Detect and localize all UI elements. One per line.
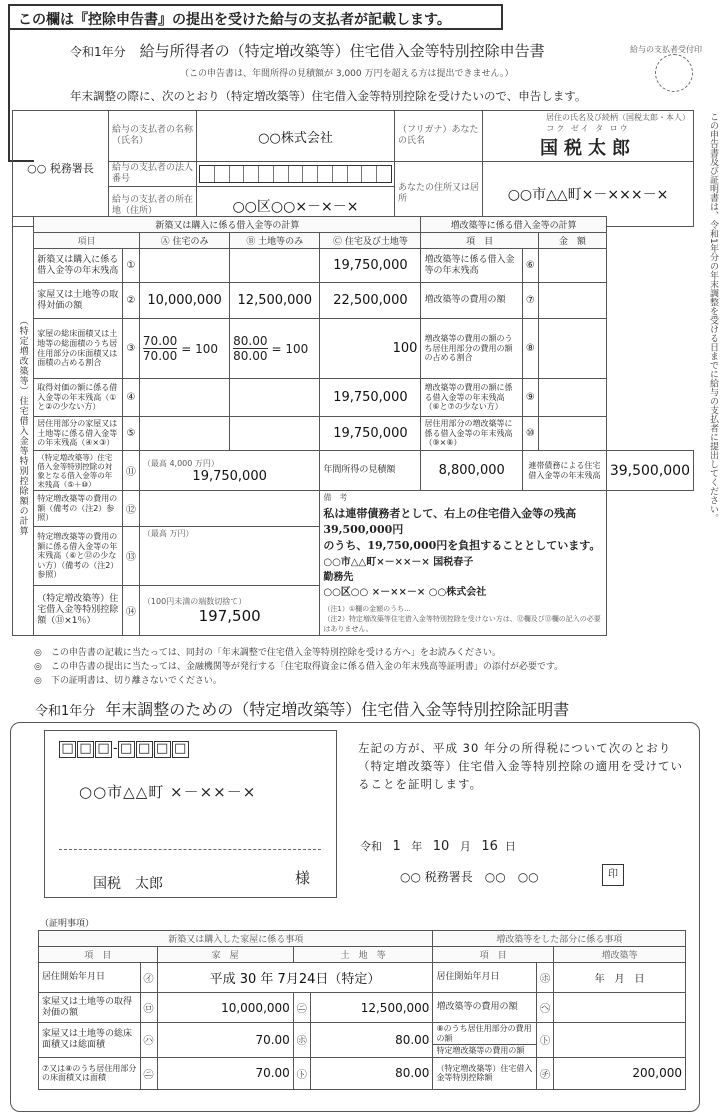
note-connector-line bbox=[8, 30, 10, 162]
cert-r3-b-label: ⑧のうち居住用部分の費用の額 bbox=[433, 1023, 536, 1045]
row14-note: （100円未満の端数切捨て） bbox=[142, 596, 247, 606]
row2-a[interactable]: 10,000,000 bbox=[139, 283, 229, 319]
form1-intro: 年末調整の際に、次のとおり（特定増改築等）住宅借入金等特別控除を受けたいので、申告します。 bbox=[70, 89, 587, 103]
cert-office-name: ○○ 税務署長 ○○ ○○ bbox=[400, 870, 539, 884]
b8-label: 増改築等の費用の額のうち居住用部分の費用の額の占める割合 bbox=[421, 319, 522, 379]
cert-r4-b-value[interactable]: 200,000 bbox=[554, 1057, 686, 1089]
receipt-seal-circle bbox=[655, 54, 693, 92]
col-amount: 金 額 bbox=[538, 233, 606, 249]
cert-sec-b: 増改築等をした部分に係る事項 bbox=[433, 931, 686, 947]
row12-label: 特定増改築等の費用の額（備考の（注2）参照） bbox=[34, 491, 123, 527]
cert-col-item: 項 目 bbox=[39, 947, 158, 963]
date-day-unit: 日 bbox=[504, 840, 516, 853]
row3-a-num: 70.00 bbox=[142, 334, 178, 348]
remarks-title: 備 考 bbox=[323, 493, 348, 502]
cert-r1-label: 居住開始年月日 bbox=[39, 963, 141, 993]
b8-value[interactable] bbox=[538, 319, 606, 379]
b7-value[interactable] bbox=[538, 283, 606, 319]
row14-value-cell[interactable] bbox=[139, 585, 319, 635]
row4-label: 取得対価の額に係る借入金等の年末残高（①と②の少ない方） bbox=[34, 379, 123, 417]
b10-value[interactable] bbox=[538, 417, 606, 451]
row2-c[interactable]: 22,500,000 bbox=[320, 283, 421, 319]
calc-vertical-title: （特定増改築等）住宅借入金等特別控除額の計算 bbox=[13, 217, 34, 636]
row13-label: 特定増改築等の費用の額に係る借入金等の年末残高（⑥と⑫の少ない方）（備考の（注2）参照） bbox=[34, 527, 123, 585]
side-note: この申告書及び証明書は、令和1年分の年末調整を受ける日までに給与の支払者に提出してください。 bbox=[708, 112, 718, 523]
tax-office: ○○ 税務署長 bbox=[13, 111, 109, 227]
cert-r1-b-label: 居住開始年月日 bbox=[433, 963, 537, 993]
row1-b[interactable] bbox=[230, 249, 320, 283]
row3-a-pct: = 100 bbox=[181, 341, 219, 356]
row2-label: 家屋又は土地等の取得対価の額 bbox=[34, 283, 123, 319]
row4-b[interactable] bbox=[230, 379, 320, 417]
col-b-item: 項 目 bbox=[421, 233, 538, 249]
cert-r4-house[interactable]: 70.00 bbox=[157, 1057, 293, 1089]
sec-a-header: 新築又は購入に係る借入金等の計算 bbox=[34, 217, 421, 233]
b7-label: 増改築等の費用の額 bbox=[421, 283, 522, 319]
cert-sec-a: 新築又は購入した家屋に係る事項 bbox=[39, 931, 433, 947]
row14-value: 197,500 bbox=[198, 606, 261, 625]
cert-r2-house[interactable]: 10,000,000 bbox=[157, 993, 293, 1023]
furigana-label: （フリガナ）あなたの氏名 bbox=[395, 111, 483, 162]
seal-glyph: 印 bbox=[602, 864, 624, 886]
mailing-honorific: 様 bbox=[295, 869, 311, 887]
remarks-box bbox=[320, 491, 606, 636]
cert-r3-b-labels bbox=[433, 1023, 537, 1058]
cert-r4-b-label: （特定増改築等）住宅借入金等特別控除額 bbox=[433, 1057, 537, 1089]
payer-number-field[interactable] bbox=[197, 162, 395, 187]
cert-items-label: （証明事項） bbox=[40, 919, 95, 929]
row1-label: 新築又は購入に係る借入金等の年末残高 bbox=[34, 249, 123, 283]
form1-subtitle: （この申告書は、年間所得の見積額が 3,000 万円を超える方は提出できません。） bbox=[180, 69, 514, 79]
row11-value: 19,750,000 bbox=[192, 468, 267, 484]
row5-a[interactable] bbox=[139, 417, 229, 451]
header-table bbox=[12, 110, 694, 227]
col-house: Ⓐ 住宅のみ bbox=[139, 233, 229, 249]
col-both: Ⓒ 住宅及び土地等 bbox=[320, 233, 421, 249]
cert-r1-b-value[interactable]: 年 月 日 bbox=[554, 963, 686, 993]
form2-year: 令和1年分 bbox=[35, 704, 96, 719]
bottom-note-2: ◎ この申告書の提出に当たっては、金融機関等が発行する「住宅取得資金に係る借入金の年末残高等証明書」の添付が必要です。 bbox=[34, 662, 564, 672]
row11-value-cell[interactable] bbox=[139, 451, 319, 491]
row1-c[interactable]: 19,750,000 bbox=[320, 249, 421, 283]
date-month-unit: 月 bbox=[459, 840, 471, 853]
fine-note1: （注1）①欄の金額のうち... bbox=[323, 605, 411, 613]
row3-label: 家屋の総床面積又は土地等の総面積のうち居住用部分の床面積又は面積の占める割合 bbox=[34, 319, 123, 379]
payer-number-label: 給与の支払者の法人番号 bbox=[109, 162, 197, 187]
row3-b-num: 80.00 bbox=[233, 334, 268, 348]
date-year: 1 bbox=[392, 839, 401, 854]
form1-title bbox=[70, 40, 545, 61]
address-label: あなたの住所又は居所 bbox=[395, 162, 483, 227]
row11-label: （特定増改築等）住宅借入金等特別控除の対象となる借入金等の年末残高（⑤＋⑩） bbox=[34, 451, 123, 491]
seal-label: 給与の支払者受付印 bbox=[630, 45, 702, 54]
mailing-address: ○○市△△町 ×－××－× bbox=[79, 783, 257, 801]
cert-r4-label: ⑦又は⑧のうち居住用部分の床面積又は面積 bbox=[39, 1057, 141, 1089]
cert-r3-land[interactable]: 80.00 bbox=[310, 1023, 433, 1058]
zip-code-boxes[interactable]: □ □ □ - □ □ □ □ bbox=[59, 741, 190, 758]
bottom-note-3: ◎ 下の証明書は、切り離さないでください。 bbox=[34, 676, 222, 686]
row3-a-den: 70.00 bbox=[142, 349, 178, 363]
row11-note: （最高 4,000 万円） bbox=[142, 458, 219, 468]
cert-r3-b2-label: 特定増改築等の費用の額 bbox=[436, 1046, 525, 1056]
certification-text: 左記の方が、平成 30 年分の所得税について次のとおり（特定増改築等）住宅借入金等特別控除の適用を受けていることを証明します。 bbox=[358, 741, 683, 791]
b6-label: 増改築等に係る借入金等の年末残高 bbox=[421, 249, 522, 283]
row3-c[interactable]: 100 bbox=[320, 319, 421, 379]
row3-a[interactable] bbox=[139, 319, 229, 379]
cert-r4-land[interactable]: 80.00 bbox=[310, 1057, 433, 1089]
b9-value[interactable] bbox=[538, 379, 606, 417]
furigana-field[interactable]: コク ゼイ タ ロウ bbox=[546, 124, 630, 133]
row4-a[interactable] bbox=[139, 379, 229, 417]
row3-b-pct: = 100 bbox=[271, 341, 309, 356]
owner-note: 居住の氏名及び続柄（国税太郎・本人） bbox=[546, 113, 690, 122]
cert-office bbox=[400, 868, 539, 885]
col-land: Ⓑ 土地等のみ bbox=[230, 233, 320, 249]
cert-r2-b-value[interactable] bbox=[554, 993, 686, 1023]
date-year-unit: 年 bbox=[411, 840, 423, 853]
row5-c[interactable]: 19,750,000 bbox=[320, 417, 421, 451]
address-field[interactable]: ○○市△△町×－×××－× bbox=[483, 162, 694, 227]
cert-r2-label: 家屋又は土地等の取得対価の額 bbox=[39, 993, 141, 1023]
sec-b-header: 増改築等に係る借入金等の計算 bbox=[421, 217, 606, 233]
cert-date bbox=[360, 838, 516, 854]
row3-b[interactable] bbox=[230, 319, 320, 379]
form1-year: 令和1年分 bbox=[70, 45, 126, 59]
row5-label: 居住用部分の家屋又は土地等に係る借入金等の年末残高（④×③） bbox=[34, 417, 123, 451]
row4-c[interactable]: 19,750,000 bbox=[320, 379, 421, 417]
remarks-line5: ○○区○○ ×－××－× ○○株式会社 bbox=[323, 587, 487, 598]
b10-label: 居住用部分の増改築等に係る借入金等の年末残高（⑨×⑧） bbox=[421, 417, 522, 451]
date-day: 16 bbox=[481, 839, 498, 854]
form2-title-text: 年末調整のための（特定増改築等）住宅借入金等特別控除証明書 bbox=[105, 700, 570, 719]
form2-title bbox=[35, 697, 569, 720]
cert-r3-b-value[interactable] bbox=[554, 1023, 686, 1058]
payer-address-label: 給与の支払者の所在地（住所） bbox=[109, 186, 197, 226]
date-month: 10 bbox=[432, 839, 450, 854]
cert-col-bitem: 項 目 bbox=[433, 947, 554, 963]
row3-b-den: 80.00 bbox=[233, 349, 268, 363]
row5-b[interactable] bbox=[230, 417, 320, 451]
calc-table: （特定増改築等）住宅借入金等特別控除額の計算 新築又は購入に係る借入金等の計算 増改築等に係る借入金等の計算 項目 Ⓐ 住宅のみ Ⓑ 土地等のみ Ⓒ 住宅及び土地等 項 目 金 額 新築又は購入に係る借入金等の年末残高 ① 19,750,000 増改築等に係る借入金等の年末残高 ⑥ 家屋又は土地等の取得対価の額 ② 10,000,000 12,500,000 22,500,000 増改築等の費用の額 ⑦ 家屋の総床面積又は土地等の総面積のうち居住用部分の床面積又は面積の占める割合 ③ $\frac{70.00}{70.00}$ = 100 $\frac{80.00}{80.00}$ = 100 100 増改築等の費用の額のうち居住用部分の費用の額の占める割合 ⑧ 取得対価の額に係る借入金等の年末残高（①と②の少ない方） ④ 19,750,000 増改築等の費用の額に係る借入金等の年末残高（⑥と⑦の少ない方） ⑨ 居住用部分の家屋又は土地等に係る借入金等の年末残高（④×③） ⑤ 19,750,000 居住用部分の増改築等に係る借入金等の年末残高（⑨×⑧） ⑩ （特定増改築等）住宅借入金等特別控除の対象となる借入金等の年末残高（⑤＋⑩） ⑪ （最高 4,000 万円） 19,750,000 年間所得の見積額 8,800,000 連帯債務による住宅借入金等の年末残高 39,500,000 特定増改築等の費用の額（備考の（注2）参照） ⑫ 備 考 私は連帯債務者として、右上の住宅借入金等の残高39,500,000円 のうち、19,750,000円を負担することとしています。 ○○市△△町×－××－× 国税春子 勤務先 ○○区○○ ×－××－× ○○株式会社 （注1）①欄の金額のうち... （注2）特定増改築等住宅借入金等特別控除を受けない方は、⑫欄及び⑬欄の記入の必要はありません。 特定増改築等の費用の額に係る借入金等の年末残高（⑥と⑫の少ない方）（備考の（注2）参照） ⑬ （最高 万円） （特定増改築等）住宅借入金等特別控除額（⑪×1％） ⑭ （100円未満の端数切捨て） 197,500 bbox=[12, 216, 694, 636]
official-seal bbox=[602, 864, 624, 886]
cert-col-land: 土 地 等 bbox=[293, 947, 433, 963]
b9-label: 増改築等の費用の額に係る借入金等の年末残高（⑥と⑦の少ない方） bbox=[421, 379, 522, 417]
remarks-line3: ○○市△△町×－××－× 国税春子 bbox=[323, 557, 474, 568]
cert-col-bhouse: 増改築等 bbox=[554, 947, 686, 963]
col-item: 項目 bbox=[34, 233, 140, 249]
income-field[interactable]: 8,800,000 bbox=[421, 451, 522, 491]
cert-r3-house[interactable]: 70.00 bbox=[157, 1023, 293, 1058]
bottom-note-1: ◎ この申告書の記載に当たっては、同封の「年末調整で住宅借入金等特別控除を受ける方へ」をお読みください。 bbox=[34, 648, 501, 658]
cert-r2-land[interactable]: 12,500,000 bbox=[310, 993, 433, 1023]
remarks-line2: のうち、19,750,000円を負担することとしています。 bbox=[323, 539, 601, 552]
cert-col-house: 家 屋 bbox=[157, 947, 293, 963]
remarks-line1: 私は連帯債務者として、右上の住宅借入金等の残高39,500,000円 bbox=[323, 507, 577, 536]
cert-table: 新築又は購入した家屋に係る事項 増改築等をした部分に係る事項 項 目 家 屋 土 地 等 項 目 増改築等 居住開始年月日 ㋑ 平成 30 年 7月24日（特定） 居住開始年月日 ㋭ 年 月 日 家屋又は土地等の取得対価の額 ㋺ 10,000,000 ㋥ 12,500,000 増改築等の費用の額 ㋬ 家屋又は土地等の総床面積又は総面積 ㋩ 70.00 ㋭ 80.00 ⑧のうち居住用部分の費用の額 特定増改築等の費用の額 ㋣ ⑦又は⑧のうち居住用部分の床面積又は面積 ㋥ 70.00 ㋣ 80.00 （特定増改築等）住宅借入金等特別控除額 ㋠ 200,000 bbox=[38, 930, 686, 1090]
row2-b[interactable]: 12,500,000 bbox=[230, 283, 320, 319]
cert-r3-label: 家屋又は土地等の総床面積又は総面積 bbox=[39, 1023, 141, 1058]
fine-note2: （注2）特定増改築等住宅借入金等特別控除を受けない方は、⑫欄及び⑬欄の記入の必要はありません。 bbox=[323, 615, 601, 633]
joint-field[interactable]: 39,500,000 bbox=[606, 451, 693, 491]
row13-note: （最高 万円） bbox=[142, 529, 194, 539]
cert-r1-value[interactable]: 平成 30 年 7月24日（特定） bbox=[157, 963, 433, 993]
date-era: 令和 bbox=[360, 840, 382, 853]
form1-title-text: 給与所得者の（特定増改築等）住宅借入金等特別控除申告書 bbox=[139, 42, 545, 60]
name-field[interactable]: 国税太郎 bbox=[540, 138, 636, 159]
payer-name-field[interactable]: ○○株式会社 bbox=[197, 111, 395, 162]
address-divider bbox=[59, 849, 321, 850]
row14-label: （特定増改築等）住宅借入金等特別控除額（⑪×1％） bbox=[34, 585, 123, 635]
income-label: 年間所得の見積額 bbox=[320, 451, 421, 491]
payer-name-label: 給与の支払者の名称（氏名） bbox=[109, 111, 197, 162]
mailing-name: 国税 太郎 bbox=[93, 876, 163, 892]
payer-address-field[interactable]: ○○区○○×－×－× bbox=[197, 186, 395, 226]
b6-value[interactable] bbox=[538, 249, 606, 283]
payer-note-box: この欄は『控除申告書』の提出を受けた給与の支払者が記載します。 bbox=[8, 4, 503, 30]
row1-a[interactable] bbox=[139, 249, 229, 283]
mailing-address-box bbox=[44, 730, 337, 898]
cert-r2-b-label: 増改築等の費用の額 bbox=[433, 993, 537, 1023]
row12-field[interactable] bbox=[139, 491, 319, 527]
remarks-line4: 勤務先 bbox=[323, 572, 354, 583]
row13-field[interactable] bbox=[139, 527, 319, 585]
joint-label: 連帯債務による住宅借入金等の年末残高 bbox=[522, 451, 606, 491]
